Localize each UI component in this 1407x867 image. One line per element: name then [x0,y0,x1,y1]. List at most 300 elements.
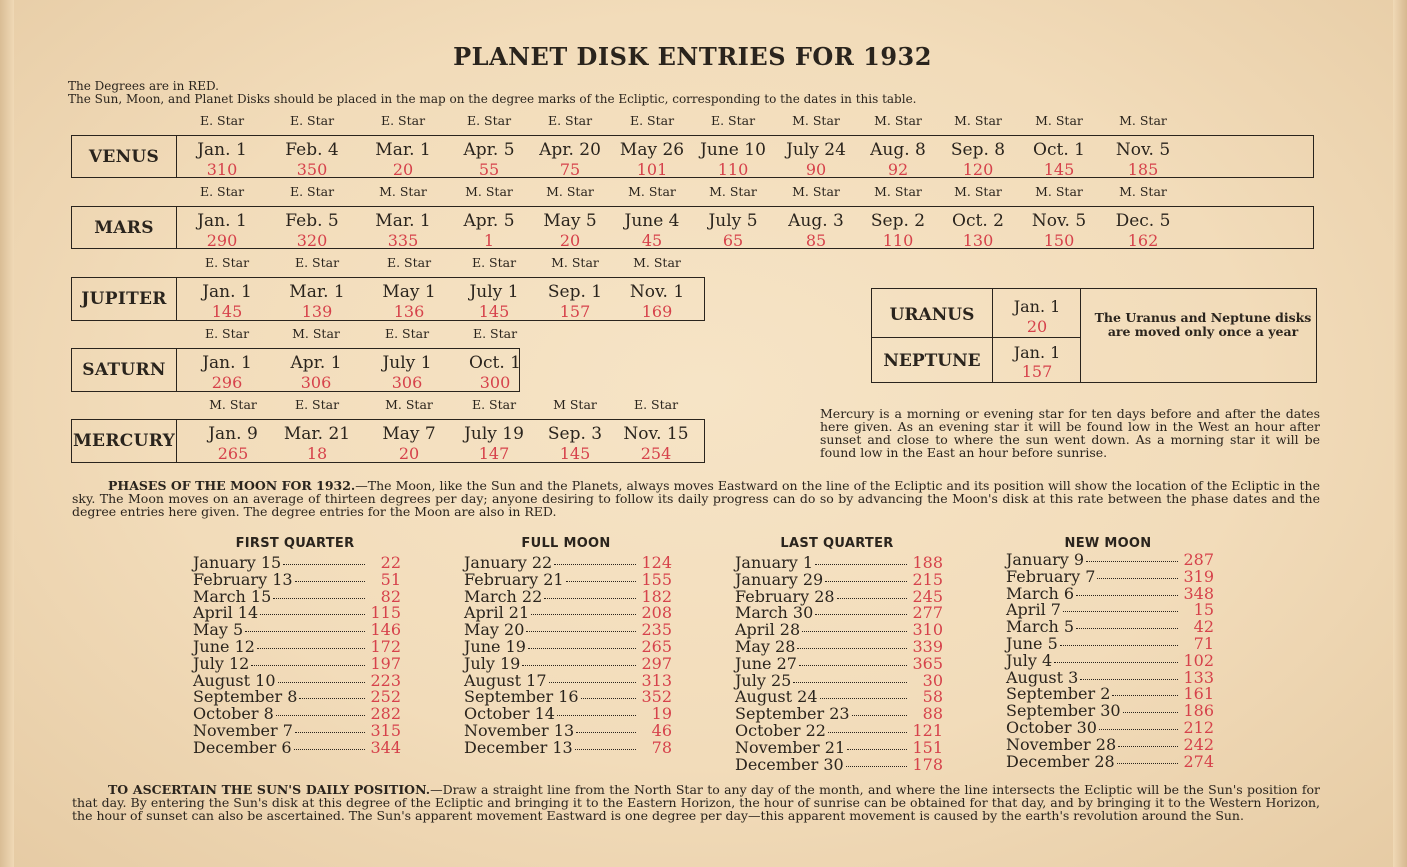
moon-phase-date: November 21 [735,737,846,757]
moon-phase-degree: 58 [922,687,943,707]
dot-leader [1063,611,1178,612]
entry-degree: 145 [1043,160,1075,179]
entry-degree: 310 [206,160,238,179]
moon-phase-date: June 19 [464,636,526,656]
dot-leader [1118,746,1178,747]
moon-phase-date: April 21 [464,603,530,623]
entry-degree: 145 [559,444,591,463]
entry-date: May 26 [619,140,685,160]
entry-degree: 254 [640,444,672,463]
dot-leader [1112,695,1178,696]
entry-degree: 85 [805,231,827,250]
moon-phase-date: June 27 [735,653,797,673]
moon-phase-date: November 28 [1006,734,1117,754]
mars-table [71,184,1314,250]
dot-leader [1117,763,1178,764]
page-title: PLANET DISK ENTRIES FOR 1932 [453,42,932,71]
dot-leader [299,698,365,699]
dot-leader [837,598,907,599]
entry-degree: 320 [296,231,328,250]
entry-date: Feb. 4 [285,140,339,160]
dot-leader [815,564,907,565]
entry-date: Jan. 1 [202,282,252,302]
entry-degree: 136 [393,302,425,321]
moon-phase-degree: 155 [641,569,672,589]
star-label: M. Star [385,397,433,412]
intro-text [68,80,917,106]
entry-date: Mar. 21 [283,424,351,444]
moon-phase-degree: 30 [922,670,943,690]
entry-date: Feb. 5 [285,211,339,231]
dot-leader [802,631,907,632]
entry-degree: 147 [478,444,510,463]
moon-phase-degree: 339 [912,636,943,656]
star-label: M. Star [209,397,257,412]
entry-degree: 300 [479,373,511,392]
moon-phase-degree: 287 [1183,550,1214,569]
star-label: M. Star [1035,113,1083,128]
planet-name-mars: MARS [72,207,177,248]
star-label: M. Star [465,184,513,199]
moon-phase-date: September 23 [735,704,850,724]
dot-leader [1060,645,1178,646]
moon-phase-date: September 30 [1006,701,1121,721]
entry-degree: 1 [483,231,495,250]
moon-phase-row [735,754,943,774]
moon-phase-degree: 348 [1183,583,1214,603]
jupiter-table [71,255,705,321]
dot-leader [575,749,636,750]
moon-phase-date: April 28 [735,620,801,640]
moon-phase-degree: 46 [651,720,672,740]
planet-name-neptune: NEPTUNE [883,351,981,371]
star-label: E. Star [289,184,335,199]
entry-degree: 306 [391,373,423,392]
moon-phase-degree: 19 [651,704,672,724]
entry-degree: 306 [300,373,332,392]
entry-degree: 162 [1127,231,1159,250]
entry-date: Oct. 1 [1033,140,1085,160]
entry-date: June 10 [700,140,766,160]
moon-phase-date: February 13 [193,569,293,589]
moon-column-heading: FIRST QUARTER [235,536,355,551]
dot-leader [283,564,365,565]
dot-leader [294,749,365,750]
moon-phase-degree: 51 [380,569,401,589]
entry-degree: 296 [211,373,243,392]
dot-leader [526,631,636,632]
star-label: M. Star [792,184,840,199]
moon-phase-degree: 282 [370,704,401,724]
entry-degree: 145 [478,302,510,321]
entry-date: July 24 [786,140,846,160]
entry-date: Mar. 1 [289,282,345,302]
moon-phase-degree: 22 [380,553,401,572]
neptune-degree: 157 [1021,362,1053,381]
moon-phase-degree: 277 [912,603,943,623]
entry-degree: 110 [717,160,749,179]
dot-leader [295,581,365,582]
moon-phase-degree: 88 [922,704,943,724]
dot-leader [1086,561,1178,562]
moon-phase-degree: 172 [370,636,401,656]
dot-leader [522,665,636,666]
moon-column-heading: NEW MOON [1064,536,1152,551]
moon-phase-degree: 274 [1183,751,1214,771]
entry-degree: 150 [1043,231,1075,250]
entry-date: Nov. 5 [1115,140,1171,160]
moon-phase-degree: 265 [641,636,672,656]
dot-leader [251,665,365,666]
dot-leader [815,614,907,615]
sun-position-heading: TO ASCERTAIN THE SUN'S DAILY POSITION. [108,782,431,797]
star-label: M. Star [633,255,681,270]
sun-position-paragraph [72,783,1320,822]
dot-leader [257,648,365,649]
moon-phase-date: March 15 [193,586,272,606]
planet-name-mercury: MERCURY [72,420,177,462]
moon-phase-date: October 14 [464,704,555,724]
dot-leader [528,648,636,649]
moon-phase-degree: 365 [912,653,943,673]
dot-leader [544,598,636,599]
dot-leader [820,698,908,699]
moon-phase-date: November 7 [193,720,293,740]
moon-phase-date: May 20 [464,620,525,640]
dot-leader [799,665,907,666]
planet-name-uranus: URANUS [889,305,975,325]
entry-degree: 20 [392,160,414,179]
entry-degree: 20 [559,231,581,250]
star-label: E. Star [294,397,340,412]
moon-phase-date: March 30 [735,603,814,623]
star-label: M. Star [546,184,594,199]
star-label: M. Star [628,184,676,199]
entry-degree: 20 [398,444,420,463]
star-label: M. Star [792,113,840,128]
entry-degree: 290 [206,231,238,250]
entry-degree: 90 [805,160,827,179]
entry-date: Dec. 5 [1115,211,1171,231]
star-label: E. Star [384,326,430,341]
star-label: M. Star [1119,113,1167,128]
moon-phase-date: February 21 [464,569,564,589]
moon-phase-date: August 24 [735,687,818,707]
dot-leader [278,682,366,683]
moon-phase-date: December 6 [193,737,292,757]
moon-phase-degree: 182 [641,586,672,606]
moon-phase-degree: 124 [641,553,672,572]
moon-phase-date: July 12 [193,653,250,673]
moon-phase-degree: 297 [641,653,672,673]
entry-date: May 1 [382,282,436,302]
moon-column-heading: LAST QUARTER [780,536,894,551]
moon-phase-degree: 313 [641,670,672,690]
moon-phase-row [1006,751,1214,771]
dot-leader [847,749,907,750]
star-label: M. Star [874,113,922,128]
entry-date: Sep. 2 [870,211,926,231]
entry-date: Sep. 3 [547,424,603,444]
moon-phase-date: September 16 [464,687,579,707]
moon-phase-date: August 3 [1006,667,1079,687]
entry-date: May 5 [543,211,597,231]
moon-phase-date: February 28 [735,586,835,606]
moon-phase-date: April 14 [193,603,259,623]
dot-leader [793,682,907,683]
dot-leader [557,715,636,716]
star-label: E. Star [710,113,756,128]
dot-leader [797,648,907,649]
moon-phase-date: January 15 [193,553,282,572]
entry-date: Sep. 1 [547,282,603,302]
dot-leader [852,715,907,716]
dot-leader [825,581,907,582]
uranus-degree: 20 [1026,317,1048,336]
entry-date: Nov. 15 [623,424,689,444]
entry-date: Apr. 1 [290,353,342,373]
moon-phase-date: February 7 [1006,566,1096,586]
moon-phase-date: June 5 [1006,633,1058,653]
entry-degree: 350 [296,160,328,179]
star-label: E. Star [199,184,245,199]
star-label: E. Star [466,113,512,128]
dot-leader [549,682,637,683]
entry-degree: 45 [641,231,663,250]
entry-date: Apr. 5 [463,140,515,160]
moon-phase-date: June 12 [193,636,255,656]
moon-phase-degree: 319 [1183,566,1214,586]
mercury-table [71,397,705,463]
moon-phase-degree: 208 [641,603,672,623]
entry-date: July 5 [708,211,758,231]
entry-date: Oct. 2 [952,211,1004,231]
moon-phase-degree: 245 [912,586,943,606]
moon-phase-degree: 188 [912,553,943,572]
dot-leader [1080,679,1178,680]
moon-phase-degree: 352 [641,687,672,707]
saturn-table [71,326,521,392]
dot-leader [276,715,365,716]
moon-phase-date: March 22 [464,586,543,606]
moon-phase-degree: 235 [641,620,672,640]
moon-phase-date: December 28 [1006,751,1115,771]
entry-date: Oct. 1 [469,353,521,373]
dot-leader [260,614,365,615]
entry-date: May 7 [382,424,436,444]
star-label: M. Star [551,255,599,270]
page-left-edge [0,0,14,867]
moon-phase-degree: 215 [912,569,943,589]
dot-leader [1076,595,1178,596]
moon-phase-date: October 30 [1006,717,1097,737]
moon-phase-degree: 344 [370,737,401,757]
entry-degree: 145 [211,302,243,321]
moon-phases-paragraph [72,479,1320,518]
intro-line-1: The Degrees are in RED. [68,79,219,93]
entry-date: Sep. 8 [950,140,1006,160]
moon-phase-date: January 9 [1006,550,1085,569]
table-divider [1080,289,1081,382]
entry-date: Apr. 20 [539,140,601,160]
moon-phase-date: October 22 [735,720,826,740]
moon-phase-degree: 15 [1193,600,1214,620]
dot-leader [295,732,365,733]
star-label: M. Star [1035,184,1083,199]
star-label: M. Star [874,184,922,199]
entry-degree: 169 [641,302,673,321]
moon-phase-date: May 5 [193,620,244,640]
entry-degree: 120 [962,160,994,179]
dot-leader [828,732,907,733]
moon-phase-date: January 22 [464,553,553,572]
moon-phase-degree: 121 [912,720,943,740]
entry-degree: 110 [882,231,914,250]
entry-date: Jan. 9 [208,424,258,444]
moon-phase-date: September 8 [193,687,298,707]
entry-degree: 18 [306,444,328,463]
moon-phase-degree: 161 [1183,684,1214,704]
dot-leader [1054,662,1178,663]
moon-column-heading: FULL MOON [521,536,611,551]
moon-phase-degree: 242 [1183,734,1214,754]
table-divider [872,337,1080,338]
dot-leader [531,614,636,615]
entry-date: Mar. 1 [375,211,431,231]
moon-phases-heading: PHASES OF THE MOON FOR 1932. [108,478,356,493]
star-label: E. Star [289,113,335,128]
star-label: E. Star [294,255,340,270]
entry-degree: 130 [962,231,994,250]
entry-date: Apr. 5 [463,211,515,231]
moon-phase-date: July 25 [735,670,792,690]
star-label: M. Star [709,184,757,199]
dot-leader [245,631,365,632]
moon-phase-date: March 6 [1006,583,1075,603]
moon-phase-date: July 4 [1006,650,1053,670]
entry-degree: 92 [887,160,909,179]
moon-phase-row [193,737,401,757]
moon-phase-degree: 102 [1183,650,1214,670]
entry-date: Aug. 3 [788,211,844,231]
star-label: E. Star [204,255,250,270]
star-label: E. Star [629,113,675,128]
entry-degree: 157 [559,302,591,321]
entry-degree: 185 [1127,160,1159,179]
intro-line-2: The Sun, Moon, and Planet Disks should be placed in the map on the degree marks of the Ecliptic, corresponding to the dates in this table. [68,92,917,106]
moon-phase-date: December 13 [464,737,573,757]
moon-phase-degree: 42 [1193,617,1214,637]
entry-date: Nov. 5 [1031,211,1087,231]
entry-date: July 1 [382,353,432,373]
moon-phase-degree: 146 [370,620,401,640]
moon-phase-degree: 315 [370,720,401,740]
planet-name-jupiter: JUPITER [72,278,177,320]
moon-phase-date: October 8 [193,704,274,724]
dot-leader [1099,729,1178,730]
table-divider [992,289,993,382]
page-right-edge [1393,0,1407,867]
moon-phase-degree: 115 [370,603,401,623]
moon-phase-date: April 7 [1006,600,1061,620]
entry-date: Jan. 1 [197,140,247,160]
dot-leader [1123,712,1178,713]
star-label: E. Star [472,326,518,341]
moon-phase-date: May 28 [735,636,796,656]
star-label: M. Star [1119,184,1167,199]
uranus-neptune-table [871,288,1317,383]
entry-degree: 101 [636,160,668,179]
star-label: M. Star [954,184,1002,199]
moon-phase-date: September 2 [1006,684,1111,704]
moon-phase-date: December 30 [735,754,844,774]
dot-leader [273,598,365,599]
dot-leader [1076,628,1178,629]
star-label: E. Star [471,255,517,270]
moon-phase-degree: 82 [380,586,401,606]
moon-phase-date: August 17 [464,670,547,690]
dot-leader [846,766,907,767]
sun-position-text: —Draw a straight line from the North Star to any day of the month, and where the line intersects the Ecliptic will be the Sun's position for that day. By entering the Sun's disk at this degree of the Ecliptic and bringing it to the Eastern Horizon, the hour of sunrise can be obtained for that day, and by bringing it to the Western Horizon, the hour of sunset can also be ascertained. The Sun's apparent movement Eastward is one degree per day—this apparent movement is caused by the earth's revolution around the Sun. [72,782,1321,823]
moon-phases-text: —The Moon, like the Sun and the Planets, always moves Eastward on the line of the Ecliptic and its position will show the location of the Ecliptic in the sky. The Moon moves on an average of thirteen degrees per day; anyone desiring to follow its daily progress can do so by advancing the Moon's disk at this rate between the phase dates and the degree entries here given. The degree entries for the Moon are also in RED. [72,478,1320,519]
dot-leader [566,581,636,582]
moon-phase-degree: 71 [1193,633,1214,653]
entry-date: July 1 [469,282,519,302]
star-label: M. Star [954,113,1002,128]
entry-degree: 75 [559,160,581,179]
moon-phase-date: January 29 [735,569,824,589]
dot-leader [554,564,636,565]
moon-phase-date: March 5 [1006,617,1075,637]
moon-phase-degree: 78 [651,737,672,757]
star-label: M Star [553,397,597,412]
star-label: E. Star [386,255,432,270]
moon-phase-degree: 186 [1183,701,1214,721]
moon-phase-degree: 151 [912,737,943,757]
entry-date: Jan. 1 [202,353,252,373]
moon-phase-date: July 19 [464,653,521,673]
neptune-date: Jan. 1 [1013,343,1061,362]
entry-date: Nov. 1 [629,282,685,302]
entry-degree: 335 [387,231,419,250]
star-label: E. Star [199,113,245,128]
entry-date: June 4 [624,211,680,231]
star-label: E. Star [547,113,593,128]
uranus-date: Jan. 1 [1013,297,1061,316]
moon-phase-degree: 212 [1183,717,1214,737]
moon-phase-degree: 133 [1183,667,1214,687]
moon-phase-degree: 252 [370,687,401,707]
entry-date: Jan. 1 [197,211,247,231]
star-label: M. Star [292,326,340,341]
star-label: M. Star [379,184,427,199]
moon-phase-date: November 13 [464,720,575,740]
entry-degree: 55 [478,160,500,179]
venus-table [71,113,1314,179]
star-label: E. Star [204,326,250,341]
dot-leader [1097,578,1178,579]
entry-degree: 65 [722,231,744,250]
entry-degree: 265 [217,444,249,463]
planet-name-saturn: SATURN [72,349,177,391]
mercury-note: Mercury is a morning or evening star for ten days before and after the dates here given. As an evening star it will be found low in the West an hour after sunset and close to where the sun went down. As a morning star it will be found low in the East an hour before sunrise. [820,406,1320,460]
entry-date: July 19 [464,424,524,444]
moon-phase-degree: 197 [370,653,401,673]
entry-degree: 139 [301,302,333,321]
moon-phase-degree: 178 [912,754,943,774]
moon-phase-degree: 310 [912,620,943,640]
dot-leader [581,698,636,699]
